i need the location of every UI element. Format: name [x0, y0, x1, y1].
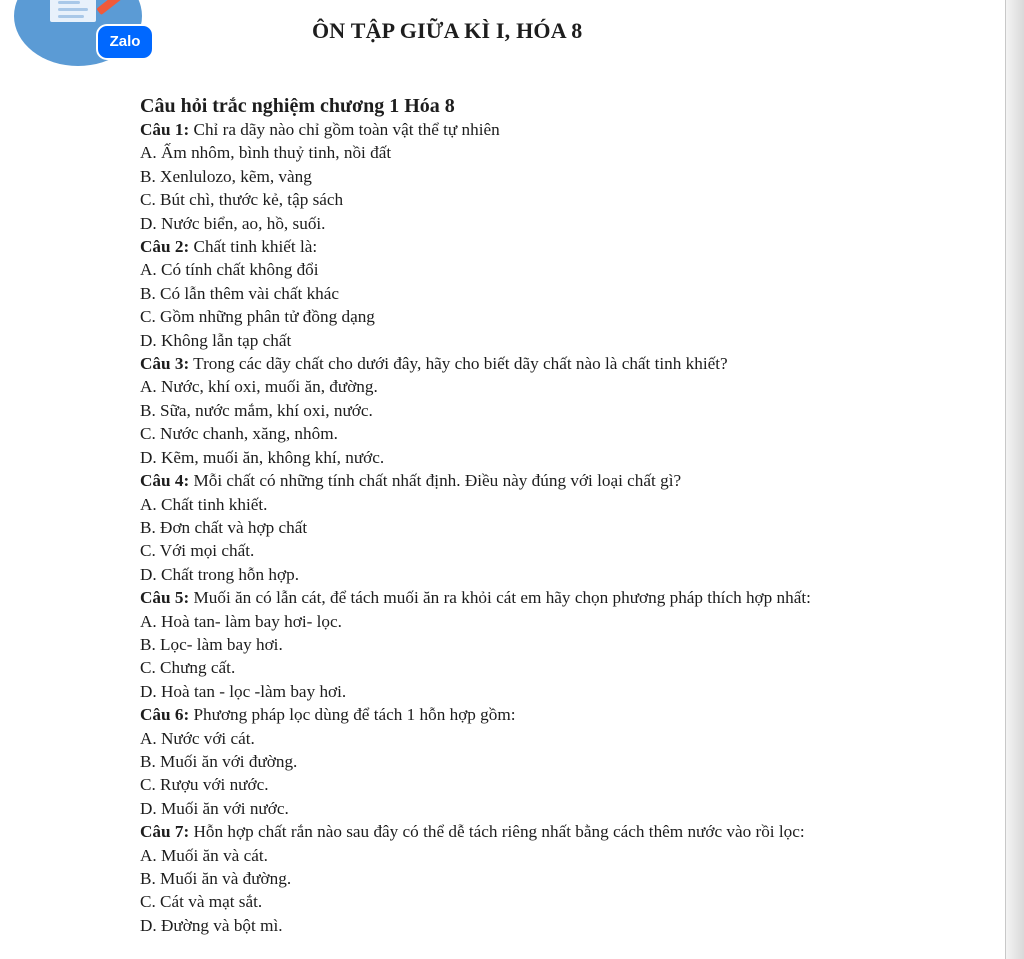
- answer-option: B. Muối ăn với đường.: [140, 751, 298, 771]
- answer-option: D. Kẽm, muối ăn, không khí, nước.: [140, 447, 385, 467]
- question-2: [140, 235, 960, 258]
- question-label: Câu 6:: [140, 705, 190, 725]
- question-text: Phương pháp lọc dùng để tách 1 hỗn hợp gồm:: [189, 705, 516, 725]
- question-text: Trong các dãy chất cho dưới đây, hãy cho biết dãy chất nào là chất tinh khiết?: [189, 354, 728, 374]
- document-icon: [50, 0, 96, 22]
- answer-option: A. Chất tinh khiết.: [140, 494, 268, 514]
- zalo-badge: Zalo: [98, 26, 152, 58]
- answer-option: C. Bút chì, thước kẻ, tập sách: [140, 190, 344, 210]
- question-text: Chất tinh khiết là:: [189, 237, 318, 257]
- answer-option: C. Chưng cất.: [140, 658, 236, 678]
- answer-option: C. Nước chanh, xăng, nhôm.: [140, 424, 338, 444]
- answer-option: C. Gồm những phân tử đồng dạng: [140, 307, 375, 327]
- app-logo: [14, 0, 144, 66]
- answer-option: B. Đơn chất và hợp chất: [140, 517, 308, 537]
- question-5: [140, 586, 960, 609]
- answer-option: A. Có tính chất không đổi: [140, 260, 319, 280]
- document-body: [140, 94, 960, 937]
- answer-option: C. Cát và mạt sắt.: [140, 892, 263, 912]
- document-heading: Câu hỏi trắc nghiệm chương 1 Hóa 8: [140, 95, 455, 117]
- answer-option: D. Muối ăn với nước.: [140, 798, 289, 818]
- answer-option: A. Nước với cát.: [140, 728, 255, 748]
- question-7: [140, 820, 960, 843]
- question-label: Câu 7:: [140, 822, 190, 842]
- answer-option: B. Lọc- làm bay hơi.: [140, 634, 283, 654]
- answer-option: C. Với mọi chất.: [140, 541, 255, 561]
- answer-option: D. Không lẫn tạp chất: [140, 330, 292, 350]
- question-label: Câu 3:: [140, 354, 190, 374]
- answer-option: B. Xenlulozo, kẽm, vàng: [140, 166, 312, 186]
- answer-option: D. Hoà tan - lọc -làm bay hơi.: [140, 681, 347, 701]
- answer-option: B. Muối ăn và đường.: [140, 869, 292, 888]
- question-1: [140, 118, 960, 141]
- answer-option: A. Hoà tan- làm bay hơi- lọc.: [140, 611, 342, 631]
- question-label: Câu 2:: [140, 237, 190, 257]
- question-label: Câu 5:: [140, 588, 190, 608]
- answer-option: D. Nước biển, ao, hồ, suối.: [140, 213, 326, 233]
- question-4: [140, 469, 960, 492]
- answer-option: A. Muối ăn và cát.: [140, 845, 268, 865]
- answer-option: C. Rượu với nước.: [140, 775, 269, 795]
- question-text: Mỗi chất có những tính chất nhất định. Điều này đúng với loại chất gì?: [189, 471, 682, 491]
- question-label: Câu 1:: [140, 120, 190, 139]
- question-3: [140, 352, 960, 375]
- page-title: ÔN TẬP GIỮA KÌ I, HÓA 8: [312, 18, 583, 43]
- answer-option: A. Nước, khí oxi, muối ăn, đường.: [140, 377, 378, 397]
- question-text: Chỉ ra dãy nào chỉ gồm toàn vật thể tự nhiên: [189, 120, 500, 139]
- question-6: [140, 703, 960, 726]
- question-text: Hỗn hợp chất rắn nào sau đây có thể dễ tách riêng nhất bằng cách thêm nước vào rồi lọc:: [189, 822, 805, 842]
- answer-option: D. Đường và bột mì.: [140, 915, 283, 935]
- answer-option: A. Ấm nhôm, bình thuỷ tinh, nồi đất: [140, 143, 392, 163]
- answer-option: D. Chất trong hỗn hợp.: [140, 564, 299, 584]
- answer-option: B. Có lẫn thêm vài chất khác: [140, 283, 340, 303]
- page-edge-shadow: [1005, 0, 1024, 959]
- question-text: Muối ăn có lẫn cát, để tách muối ăn ra khỏi cát em hãy chọn phương pháp thích hợp nhất:: [189, 588, 811, 608]
- answer-option: B. Sữa, nước mắm, khí oxi, nước.: [140, 400, 373, 420]
- question-label: Câu 4:: [140, 471, 190, 491]
